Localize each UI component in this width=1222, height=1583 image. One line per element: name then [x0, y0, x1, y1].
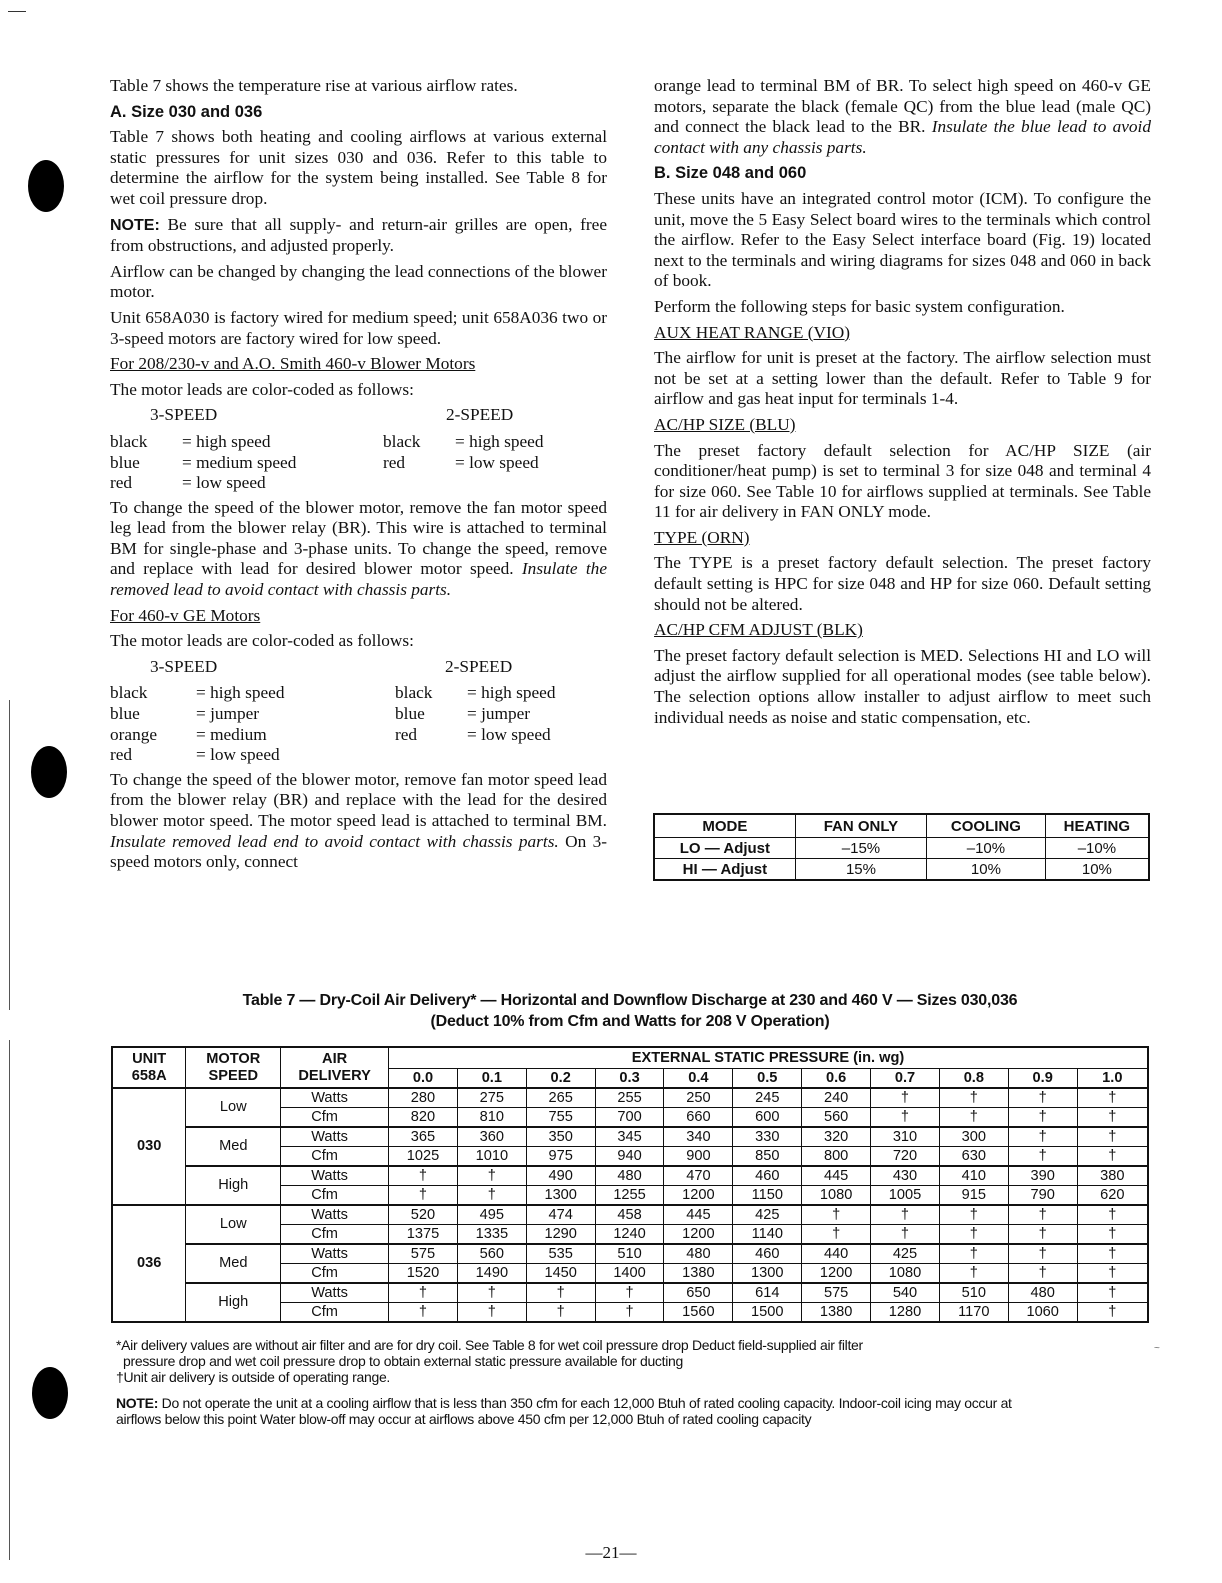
cfm-value: 1300	[526, 1186, 595, 1206]
cfm-value: †	[1077, 1303, 1148, 1323]
note-text: Be sure that all supply- and return-air grilles are open, free from obstructions, and adjusted properly.	[110, 214, 607, 256]
lead-row	[110, 683, 383, 704]
motor-speed-cell: High	[186, 1283, 281, 1322]
lead-color: blue	[395, 704, 425, 724]
header-esp-value: 0.5	[733, 1069, 802, 1089]
table-row	[112, 1166, 1148, 1186]
header-external-static-pressure: EXTERNAL STATIC PRESSURE (in. wg)	[389, 1047, 1148, 1069]
header-esp-value: 0.8	[939, 1069, 1008, 1089]
air-delivery-label: Watts	[281, 1205, 389, 1225]
cfm-value: 915	[939, 1186, 1008, 1206]
header-unit: UNIT 658A	[112, 1047, 186, 1088]
three-speed-list	[110, 405, 383, 493]
watts-value: 240	[802, 1088, 871, 1108]
watts-value: 510	[595, 1244, 664, 1264]
watts-value: 425	[871, 1244, 940, 1264]
instructions-text: To change the speed of the blower motor, remove the fan motor speed leg lead from the blower relay (BR). This wire is attached to terminal BM for single-phase and 3-phase units. To change the speed, remove and replace with lead for desired blower motor speed.	[110, 497, 607, 579]
table-subtitle: (Deduct 10% from Cfm and Watts for 208 V Operation)	[430, 1013, 830, 1030]
lead-color: blue	[110, 452, 140, 472]
header-esp-value: 1.0	[1077, 1069, 1148, 1089]
watts-value: 340	[664, 1127, 733, 1147]
header-esp-value: 0.1	[457, 1069, 526, 1089]
cell-value: –10%	[927, 838, 1046, 859]
motor-speed-cell: High	[186, 1166, 281, 1205]
lead-row	[383, 453, 607, 474]
watts-value: 250	[664, 1088, 733, 1108]
cfm-value: 660	[664, 1108, 733, 1128]
lead-color: red	[395, 724, 418, 744]
watts-value: †	[1008, 1205, 1077, 1225]
watts-value: †	[1077, 1127, 1148, 1147]
watts-value: 320	[802, 1127, 871, 1147]
cfm-value: 850	[733, 1147, 802, 1167]
cfm-value: 720	[871, 1147, 940, 1167]
note-label: NOTE:	[110, 216, 160, 234]
watts-value: 490	[526, 1166, 595, 1186]
air-delivery-label: Cfm	[281, 1303, 389, 1323]
type-paragraph: The TYPE is a preset factory default selection. The preset factory default setting is HPC for size 048 and HP for size 060. Default setting should not be altered.	[654, 553, 1151, 614]
cfm-value: †	[939, 1264, 1008, 1284]
punch-hole-bottom	[32, 1367, 68, 1419]
cfm-value: †	[1008, 1225, 1077, 1245]
lead-color: blue	[110, 704, 140, 724]
lead-meaning: = high speed	[455, 431, 544, 451]
lead-row	[383, 432, 607, 453]
three-speed-list	[110, 657, 383, 766]
binding-edge-line-lower	[9, 1040, 10, 1560]
cfm-value: †	[939, 1225, 1008, 1245]
instructions-warning: Insulate the removed lead to avoid contact with chassis parts.	[110, 559, 607, 600]
footnote-dry-coil-continued: pressure drop and wet coil pressure drop to obtain external static pressure available for ducting	[123, 1353, 684, 1369]
mode-table-row-hi	[654, 859, 1149, 881]
header-esp-value: 0.2	[526, 1069, 595, 1089]
watts-value: †	[1008, 1088, 1077, 1108]
watts-value: 495	[457, 1205, 526, 1225]
mode-table-row-lo	[654, 838, 1149, 859]
ge-continuation	[654, 76, 1151, 158]
watts-value: 458	[595, 1205, 664, 1225]
table-row	[112, 1205, 1148, 1225]
cfm-adjust-heading: AC/HP CFM ADJUST (BLK)	[654, 620, 863, 640]
cfm-value: 1400	[595, 1264, 664, 1284]
table-row	[112, 1283, 1148, 1303]
lead-meaning: = high speed	[196, 683, 285, 703]
watts-value: 300	[939, 1127, 1008, 1147]
cfm-value: 940	[595, 1147, 664, 1167]
cfm-value: 1200	[664, 1225, 733, 1245]
lead-meaning: = medium	[196, 724, 267, 744]
watts-value: 460	[733, 1166, 802, 1186]
cfm-value: 1200	[664, 1186, 733, 1206]
lead-row	[395, 725, 607, 746]
header-air-delivery: AIR DELIVERY	[281, 1047, 389, 1088]
achp-size-paragraph: The preset factory default selection for AC/HP SIZE (air conditioner/heat pump) is set to terminal 3 for size 048 and terminal 4 for size 060. See Table 10 for airflows supplied at terminals. See Table 11 for air delivery in FAN ONLY mode.	[654, 440, 1151, 522]
scan-artifact-mark: ~	[1154, 1343, 1160, 1354]
cfm-value: 1200	[802, 1264, 871, 1284]
watts-value: 560	[457, 1244, 526, 1264]
cfm-value: 975	[526, 1147, 595, 1167]
watts-value: 575	[802, 1283, 871, 1303]
row-label: LO — Adjust	[654, 838, 795, 859]
watts-value: †	[871, 1088, 940, 1108]
lead-row	[110, 745, 383, 766]
cfm-value: †	[1077, 1147, 1148, 1167]
watts-value: †	[1008, 1244, 1077, 1264]
instructions-text: To change the speed of the blower motor, remove fan motor speed lead from the blower relay (BR) and replace with the lead for the desired blower motor speed. The motor speed lead is attached to terminal BM.	[110, 769, 607, 830]
watts-value: 445	[664, 1205, 733, 1225]
cfm-value: †	[389, 1303, 458, 1323]
cfm-value: †	[526, 1303, 595, 1323]
cfm-value: †	[939, 1108, 1008, 1128]
watts-value: †	[1008, 1127, 1077, 1147]
watts-value: 365	[389, 1127, 458, 1147]
lead-meaning: = low speed	[455, 452, 539, 472]
achp-size-heading: AC/HP SIZE (BLU)	[654, 414, 796, 434]
instructions-warning: Insulate removed lead end to avoid contact with chassis parts.	[110, 831, 559, 851]
lead-meaning: = high speed	[467, 683, 556, 703]
cfm-value: 800	[802, 1147, 871, 1167]
header-esp-value: 0.7	[871, 1069, 940, 1089]
watts-value: 460	[733, 1244, 802, 1264]
footnote-dagger: †Unit air delivery is outside of operating range.	[116, 1369, 391, 1385]
lead-color: red	[383, 452, 406, 472]
ge-intro: The motor leads are color-coded as follows:	[110, 631, 414, 651]
footnote-dry-coil: *Air delivery values are without air filter and are for dry coil. See Table 8 for wet coil pressure drop Deduct field-supplied air filter	[116, 1337, 863, 1353]
section-b-heading: B. Size 048 and 060	[654, 164, 807, 183]
header-cooling: COOLING	[927, 814, 1046, 838]
watts-value: 540	[871, 1283, 940, 1303]
cfm-value: 1375	[389, 1225, 458, 1245]
lead-row	[110, 473, 383, 494]
cfm-value: 790	[1008, 1186, 1077, 1206]
two-speed-label: 2-SPEED	[446, 405, 514, 425]
cfm-value: 1025	[389, 1147, 458, 1167]
lead-row	[395, 704, 607, 725]
watts-value: †	[1077, 1283, 1148, 1303]
continuation-warning: Insulate the blue lead to avoid contact with any chassis parts.	[654, 117, 1151, 157]
top-margin-mark	[8, 11, 26, 12]
watts-value: 445	[802, 1166, 871, 1186]
cfm-value: 1170	[939, 1303, 1008, 1323]
lead-meaning: = medium speed	[182, 452, 297, 472]
note-label: NOTE:	[116, 1395, 159, 1411]
lead-meaning: = low speed	[196, 745, 280, 765]
watts-value: 535	[526, 1244, 595, 1264]
note-paragraph	[110, 215, 607, 257]
air-delivery-label: Watts	[281, 1166, 389, 1186]
watts-value: †	[389, 1283, 458, 1303]
watts-value: 330	[733, 1127, 802, 1147]
row-label: HI — Adjust	[654, 859, 795, 881]
cfm-value: 1010	[457, 1147, 526, 1167]
watts-value: 360	[457, 1127, 526, 1147]
air-delivery-label: Cfm	[281, 1264, 389, 1284]
watts-value: †	[457, 1166, 526, 1186]
watts-value: 280	[389, 1088, 458, 1108]
lead-row	[395, 683, 607, 704]
section-b-paragraph: These units have an integrated control motor (ICM). To configure the unit, move the 5 Easy Select board wires to the terminals which control the airflow. Refer to the Easy Select interface board (Fig. 19) located next to the terminals and wiring diagrams for sizes 048 and 060 in back of book.	[654, 188, 1151, 291]
table-title: Table 7 — Dry-Coil Air Delivery* — Horizontal and Downflow Discharge at 230 and 460 V — Sizes 030,036	[242, 992, 1018, 1009]
cfm-value: †	[1077, 1225, 1148, 1245]
cfm-value: †	[595, 1303, 664, 1323]
cfm-value: 1380	[664, 1264, 733, 1284]
watts-value: †	[939, 1088, 1008, 1108]
lead-color: black	[110, 683, 148, 703]
cfm-adjust-paragraph: The preset factory default selection is MED. Selections HI and LO will adjust the airflow supplied for all operational modes (see table below). The selection options allow installer to adjust airflow to meet such individual needs as noise and static compensation, etc.	[654, 645, 1151, 727]
binding-edge-line	[9, 700, 10, 1010]
cfm-value: †	[389, 1186, 458, 1206]
cell-value: 10%	[927, 859, 1046, 881]
lead-color: red	[110, 745, 133, 765]
watts-value: 275	[457, 1088, 526, 1108]
table-row	[112, 1127, 1148, 1147]
right-column	[654, 76, 1151, 733]
cfm-value: 1150	[733, 1186, 802, 1206]
cfm-value: 1280	[871, 1303, 940, 1323]
motor-speed-cell: Low	[186, 1205, 281, 1244]
ao-smith-instructions	[110, 498, 607, 601]
page-number: —21—	[585, 1543, 637, 1562]
air-delivery-label: Cfm	[281, 1225, 389, 1245]
motor-speed-cell: Low	[186, 1088, 281, 1127]
watts-value: 380	[1077, 1166, 1148, 1186]
cfm-value: 1255	[595, 1186, 664, 1206]
cfm-value: 1300	[733, 1264, 802, 1284]
watts-value: 480	[595, 1166, 664, 1186]
lead-color: red	[110, 473, 133, 493]
cfm-value: 1080	[871, 1264, 940, 1284]
watts-value: †	[526, 1283, 595, 1303]
watts-value: †	[871, 1205, 940, 1225]
watts-value: 520	[389, 1205, 458, 1225]
header-esp-value: 0.3	[595, 1069, 664, 1089]
watts-value: 390	[1008, 1166, 1077, 1186]
cfm-value: †	[457, 1303, 526, 1323]
ao-smith-lead-colors	[110, 405, 607, 493]
table-7-caption	[110, 990, 1150, 1032]
aux-heat-paragraph: The airflow for unit is preset at the factory. The airflow selection must not be set at a setting lower than the default. Refer to Table 9 for airflow and gas heat input for terminals 1-4.	[654, 348, 1151, 409]
unit-size-cell: 030	[112, 1088, 186, 1205]
cfm-value: †	[802, 1225, 871, 1245]
cfm-value: 1520	[389, 1264, 458, 1284]
cfm-value: 1380	[802, 1303, 871, 1323]
cfm-value: †	[1008, 1147, 1077, 1167]
watts-value: †	[389, 1166, 458, 1186]
watts-value: 310	[871, 1127, 940, 1147]
watts-value: 575	[389, 1244, 458, 1264]
cfm-value: †	[457, 1186, 526, 1206]
lead-meaning: = high speed	[182, 431, 271, 451]
cfm-value: 1490	[457, 1264, 526, 1284]
header-heating: HEATING	[1045, 814, 1149, 838]
lead-meaning: = low speed	[182, 473, 266, 493]
table-row	[112, 1088, 1148, 1108]
cfm-value: 1080	[802, 1186, 871, 1206]
cfm-value: 810	[457, 1108, 526, 1128]
two-speed-label: 2-SPEED	[445, 656, 513, 676]
watts-value: 480	[664, 1244, 733, 1264]
section-a-heading: A. Size 030 and 036	[110, 102, 263, 121]
intro-text: Table 7 shows the temperature rise at various airflow rates.	[110, 76, 518, 95]
lead-row	[110, 725, 383, 746]
ao-smith-heading: For 208/230-v and A.O. Smith 460-v Blower Motors	[110, 354, 476, 374]
air-delivery-label: Watts	[281, 1088, 389, 1108]
watts-value: †	[939, 1244, 1008, 1264]
table-row	[112, 1244, 1148, 1264]
watts-value: 510	[939, 1283, 1008, 1303]
two-speed-list	[383, 405, 607, 493]
header-esp-value: 0.9	[1008, 1069, 1077, 1089]
watts-value: †	[939, 1205, 1008, 1225]
cfm-value: 620	[1077, 1186, 1148, 1206]
cfm-value: 1560	[664, 1303, 733, 1323]
lead-meaning: = low speed	[467, 724, 551, 744]
watts-value: 440	[802, 1244, 871, 1264]
watts-value: 470	[664, 1166, 733, 1186]
ge-lead-colors	[110, 657, 607, 766]
air-delivery-label: Cfm	[281, 1147, 389, 1167]
three-speed-label: 3-SPEED	[150, 405, 218, 425]
instructions-continuation: On 3-speed motors only, connect	[110, 831, 607, 872]
continuation-text: orange lead to terminal BM of BR. To select high speed on 460-v GE motors, separate the black (female QC) from the blue lead (male QC) and connect the black lead to the BR.	[654, 76, 1151, 137]
section-a-paragraph: Table 7 shows both heating and cooling airflows at various external static pressures for unit sizes 030 and 036. Refer to this table to determine the airflow for the system being installed. See Table 8 for wet coil pressure drop.	[110, 127, 607, 208]
header-fan-only: FAN ONLY	[795, 814, 926, 838]
ge-instructions	[110, 770, 607, 873]
left-column	[110, 76, 607, 873]
cfm-value: 1335	[457, 1225, 526, 1245]
motor-speed-cell: Med	[186, 1244, 281, 1283]
cfm-value: 1290	[526, 1225, 595, 1245]
lead-color: black	[395, 683, 433, 703]
watts-value: †	[802, 1205, 871, 1225]
watts-value: 430	[871, 1166, 940, 1186]
factory-wiring-paragraph: Unit 658A030 is factory wired for medium speed; unit 658A036 two or 3-speed motors are factory wired for low speed.	[110, 307, 607, 348]
punch-hole-middle	[31, 746, 67, 798]
punch-hole-top	[28, 160, 64, 212]
watts-value: 255	[595, 1088, 664, 1108]
lead-meaning: = jumper	[196, 704, 260, 724]
watts-value: †	[1077, 1244, 1148, 1264]
cfm-value: †	[1008, 1264, 1077, 1284]
watts-value: †	[1077, 1088, 1148, 1108]
lead-color: orange	[110, 724, 158, 744]
air-delivery-label: Watts	[281, 1283, 389, 1303]
cfm-value: 1140	[733, 1225, 802, 1245]
cfm-value: †	[1077, 1264, 1148, 1284]
watts-value: 474	[526, 1205, 595, 1225]
watts-value: 410	[939, 1166, 1008, 1186]
ge-motors-heading: For 460-v GE Motors	[110, 605, 261, 625]
watts-value: 614	[733, 1283, 802, 1303]
unit-size-cell: 036	[112, 1205, 186, 1322]
header-esp-value: 0.0	[389, 1069, 458, 1089]
cfm-value: †	[1077, 1108, 1148, 1128]
watts-value: 350	[526, 1127, 595, 1147]
cfm-value: 900	[664, 1147, 733, 1167]
cfm-value: 700	[595, 1108, 664, 1128]
cfm-value: †	[871, 1108, 940, 1128]
cfm-value: 1240	[595, 1225, 664, 1245]
watts-value: 425	[733, 1205, 802, 1225]
cfm-value: 1060	[1008, 1303, 1077, 1323]
cfm-value: 560	[802, 1108, 871, 1128]
table-footnotes	[116, 1337, 1156, 1427]
cell-value: –10%	[1045, 838, 1149, 859]
type-heading: TYPE (ORN)	[654, 527, 750, 547]
watts-value: 345	[595, 1127, 664, 1147]
air-delivery-label: Watts	[281, 1127, 389, 1147]
table-note	[116, 1395, 1156, 1427]
airflow-paragraph: Airflow can be changed by changing the lead connections of the blower motor.	[110, 261, 607, 302]
watts-value: 265	[526, 1088, 595, 1108]
three-speed-label: 3-SPEED	[150, 656, 218, 676]
motor-speed-cell: Med	[186, 1127, 281, 1166]
cfm-value: 1500	[733, 1303, 802, 1323]
cfm-value: †	[1008, 1108, 1077, 1128]
lead-row	[110, 704, 383, 725]
air-delivery-label: Watts	[281, 1244, 389, 1264]
mode-table-header	[654, 814, 1149, 838]
cfm-value: 755	[526, 1108, 595, 1128]
lead-color: black	[383, 431, 421, 451]
lead-row	[110, 432, 383, 453]
cfm-adjust-mode-table	[653, 813, 1150, 881]
two-speed-list	[383, 657, 607, 766]
cell-value: 10%	[1045, 859, 1149, 881]
table-header-row-1	[112, 1047, 1148, 1069]
header-mode: MODE	[654, 814, 795, 838]
watts-value: †	[595, 1283, 664, 1303]
watts-value: 245	[733, 1088, 802, 1108]
lead-meaning: = jumper	[467, 704, 531, 724]
header-esp-value: 0.4	[664, 1069, 733, 1089]
cfm-value: 630	[939, 1147, 1008, 1167]
ao-smith-intro: The motor leads are color-coded as follows:	[110, 379, 414, 399]
air-delivery-table	[111, 1046, 1149, 1323]
cfm-value: 1005	[871, 1186, 940, 1206]
cfm-value: 600	[733, 1108, 802, 1128]
cfm-value: 820	[389, 1108, 458, 1128]
watts-value: 480	[1008, 1283, 1077, 1303]
note-text: Do not operate the unit at a cooling airflow that is less than 350 cfm for each 12,000 Btuh of rated cooling capacity. Indoor-coil icing may occur at airflows below this point Water blow-off may occur at airflows above 450 cfm per 12,000 Btuh of rated cooling capacity	[116, 1395, 1012, 1427]
cfm-value: †	[871, 1225, 940, 1245]
watts-value: 650	[664, 1283, 733, 1303]
configuration-steps-text: Perform the following steps for basic system configuration.	[654, 296, 1065, 316]
air-delivery-label: Cfm	[281, 1108, 389, 1128]
aux-heat-heading: AUX HEAT RANGE (VIO)	[654, 322, 850, 342]
header-esp-value: 0.6	[802, 1069, 871, 1089]
watts-value: †	[1077, 1205, 1148, 1225]
lead-row	[110, 453, 383, 474]
cell-value: 15%	[795, 859, 926, 881]
header-motor-speed: MOTOR SPEED	[186, 1047, 281, 1088]
air-delivery-label: Cfm	[281, 1186, 389, 1206]
watts-value: †	[457, 1283, 526, 1303]
lead-color: black	[110, 431, 148, 451]
cell-value: –15%	[795, 838, 926, 859]
cfm-value: 1450	[526, 1264, 595, 1284]
